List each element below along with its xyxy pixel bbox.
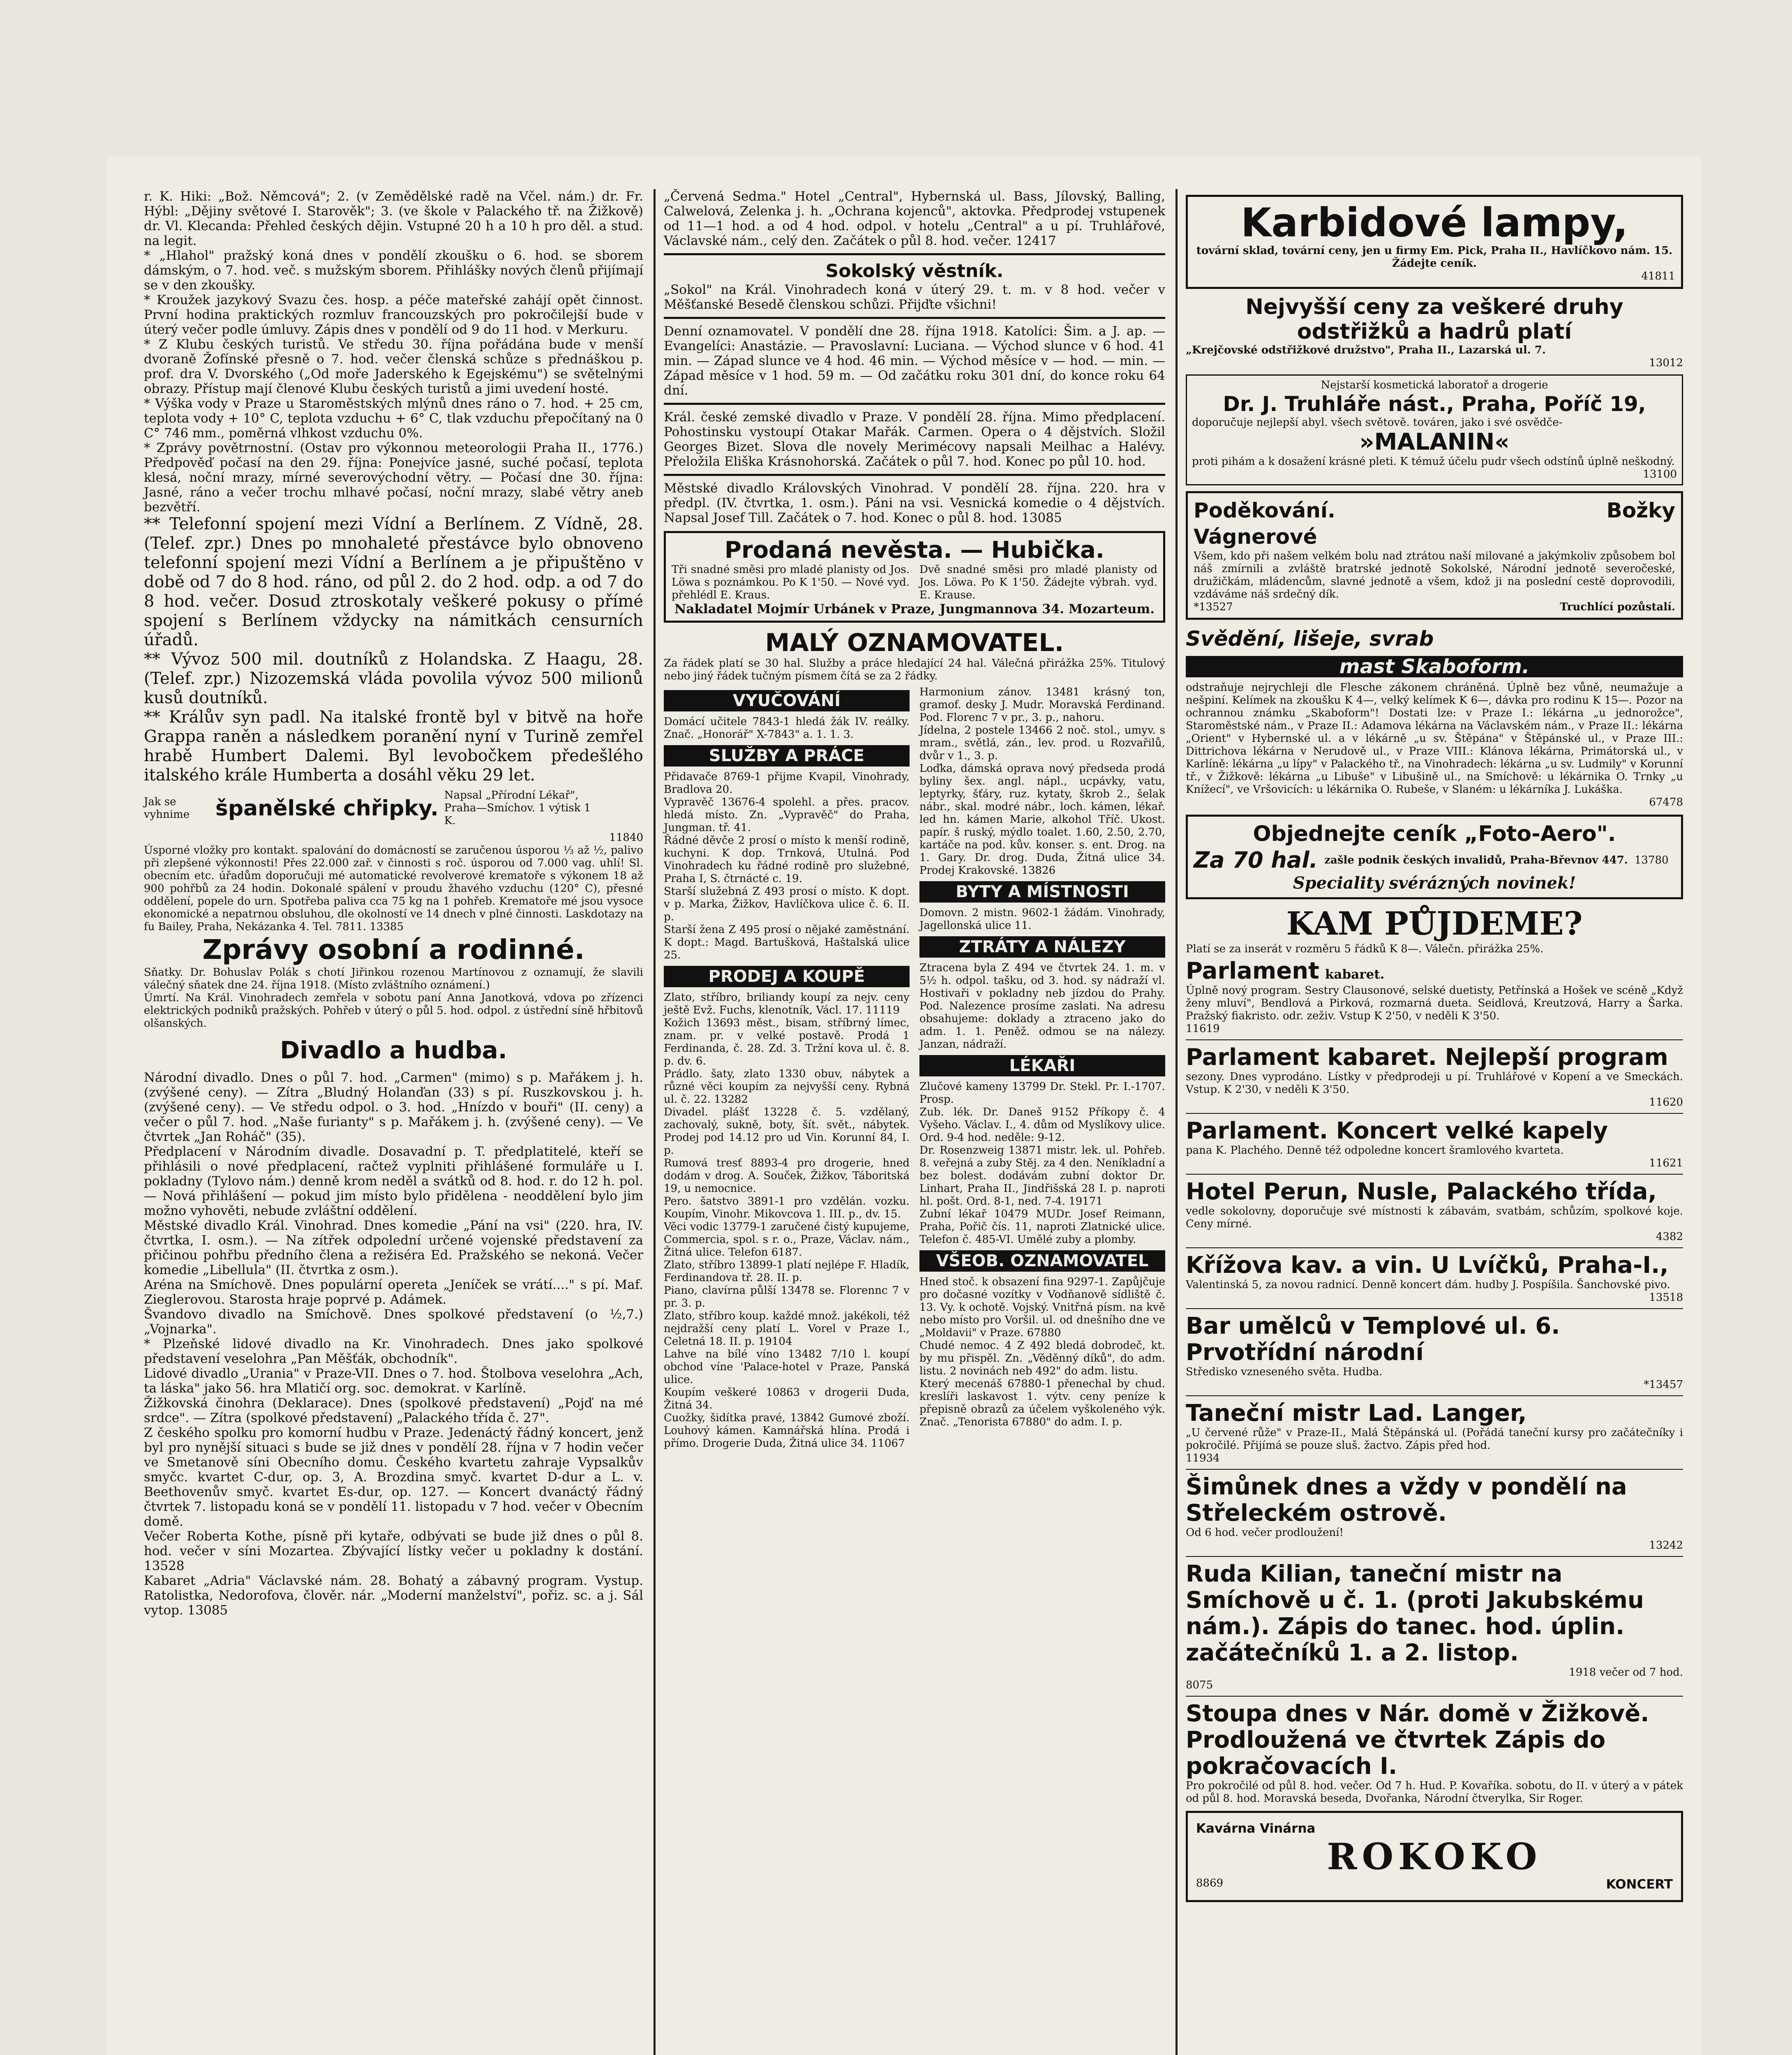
- ad-number: 13100: [1643, 468, 1677, 480]
- ad-price: Za 70 hal.: [1194, 847, 1318, 873]
- category-label: SLUŽBY A PRÁCE: [664, 745, 910, 767]
- ad-text: Napsal „Přírodní Lékař", Praha—Smíchov. 1 výtisk 1 K.: [444, 789, 591, 827]
- ad-headline: Svědění, lišeje, svrab: [1186, 627, 1434, 651]
- divider: [664, 474, 1165, 476]
- category-label: VŠEOB. OZNAMOVATEL: [919, 1250, 1165, 1272]
- classified-item: Chudé nemoc. 4 Z 492 bledá dobrodeč, kt. by mu přispěl. Zn. „Věděnný díků", do adm. listu. 2 novinách neb 492" do adm. listu.: [919, 1339, 1165, 1377]
- news-paragraph: ** Králův syn padl. Na italské frontě byl v bitvě na hoře Grappa raněn a následkem poranění nyní v Turině zemřel hrabě Humbert Dalemi. Byl levobočkem předešlého italského krále Humberta a dosáhl věku 29 let.: [144, 708, 643, 785]
- ad-odstrizky: [1186, 295, 1683, 369]
- ad-malanin: [1186, 374, 1683, 485]
- news-paragraph: Švandovo divadlo na Smíchově. Dnes spolkové představení (o ½,7.) „Vojnarka".: [144, 1307, 643, 1337]
- classified-item: Přidavače 8769-1 přijme Kvapil, Vinohrady, Bradlova 20.: [664, 771, 910, 796]
- classified-item: Věci vodic 13779-1 zaručené čistý kupujeme, Commercia, spol. s r. o., Praze, Václav. nám., Žitná ulice. Telefon 6187.: [664, 1221, 910, 1258]
- category-label: ZTRÁTY A NÁLEZY: [919, 936, 1165, 958]
- classified-item: Řádné děvče 2 prosí o místo k menší rodině, kuchyni. K dop. Trnková, Utulná. Pod Vinohradech ku řádné rodině pro služebné, Praha I, S. čtrnácté c. 19.: [664, 834, 910, 885]
- divider: [1186, 1247, 1683, 1248]
- kam-listing: [1186, 1561, 1683, 1692]
- news-paragraph: Král. české zemské divadlo v Praze. V pondělí 28. října. Mimo předplacení. Pohostinsku vystoupí Otakar Mařák. Carmen. Opera o 4 dějstvích. Složil Georges Bizet. Slova dle novely Merimécovy napsali Meilhac a Halévy. Přeložila Eliška Krásnohorská. Začátek o půl 7. hod. Konec po půl 10. hod.: [664, 410, 1165, 469]
- kam-listing: [1186, 1701, 1683, 1805]
- listing-number: 11619: [1186, 1023, 1220, 1035]
- listing-headline: Křížova kav. a vin. U Lvíčků, Praha-I.,: [1186, 1252, 1669, 1279]
- listing-text: Valentinská 5, za novou radnicí. Denně koncert dám. hudby J. Pospíšila. Šanchovské pivo.: [1186, 1279, 1670, 1291]
- listing-number: 11934: [1186, 1452, 1220, 1464]
- news-paragraph: * Plzeňské lidové divadlo na Kr. Vinohradech. Dnes jako spolkové představení veselohra „Pan Měšťák, obchodník".: [144, 1337, 643, 1366]
- listing-text: Středisko vzneseného světa. Hudba.: [1186, 1366, 1383, 1378]
- ad-number: 8869: [1196, 1877, 1224, 1889]
- kam-listing: [1186, 1044, 1683, 1109]
- ad-text: KONCERT: [1606, 1877, 1673, 1892]
- listing-headline: Šimůnek dnes a vždy v pondělí na Střeleckém ostrově.: [1186, 1473, 1627, 1526]
- classified-item: Zlato, stříbro, briliandy koupí za nejv. ceny ještě Evž. Fuchs, klenotník, Václ. 17. 11119: [664, 991, 910, 1016]
- classified-item: Zlato, stříbro 13899-1 platí nejlépe F. Hladík, Ferdinandova tř. 28. II. p.: [664, 1259, 910, 1284]
- section-heading: KAM PŮJDEME?: [1286, 905, 1583, 942]
- news-paragraph: Městské divadlo Král. Vinohrad. Dnes komedie „Pání na vsi" (220. hra, IV. čtvrtka, I. osm.). — Na zítřek odpolední určené vojenské představení za přičinou pohřbu předního člena a režiséra Ed. Pražského se nekoná. Večer komedie „Libellula" (II. čtvrtka z osm.).: [144, 1218, 643, 1277]
- category-label: VYUČOVÁNÍ: [664, 690, 910, 711]
- column-rule: [1175, 189, 1178, 2055]
- ad-number: 11840: [609, 831, 643, 844]
- classifieds-grid: [664, 686, 1165, 1450]
- listing-number: 11621: [1649, 1157, 1683, 1169]
- news-paragraph: Z českého spolku pro komorní hudbu v Praze. Jedenáctý řádný koncert, jenž byl pro nynější situaci s bude se již dnes v pondělí 28. října v 7 hodin večer ve Smetanově síni Obecního domu. Českého kvartetu zahraje Vypsalkův smyčc. kvartet C-dur, op. 3, A. Brozdina smyč. kvartet D-dur a L. v. Beethovenův smyč. kvartet Es-dur, op. 127. — Koncert dvanáctý řádný čtvrtek 7. listopadu koná se v pondělí 11. listopadu v 7 hod. večer v Obecním domě.: [144, 1425, 643, 1529]
- classified-item: Hned stoč. k obsazení fina 9297-1. Zapůjčuje pro dočasné vozítky v Vodňanově sídliště č. 13. Vy. k ochotě. Vojský. Vnitřná písm. na kvě nebo místo pro Voršil. ul. od dnešního dne ve „Moldavii" v Praze. 67880: [919, 1276, 1165, 1339]
- ad-text: „Krejčovské odstřižkové družstvo", Praha II., Lazarská ul. 7.: [1186, 344, 1546, 356]
- classified-item: Zub. lék. Dr. Daneš 9152 Příkopy č. 4 Vyšeho. Václav. I., 4. dům od Myslíkovy ulice. Ord. 9-4 hod. neděle: 9-12.: [919, 1106, 1165, 1144]
- listing-headline: Bar umělců v Templové ul. 6.: [1186, 1313, 1560, 1339]
- listing-headline: Hotel Perun, Nusle, Palackého třída,: [1186, 1178, 1657, 1205]
- classified-item: Divadel. plášť 13228 č. 5. vzdělaný, zachovalý, sukně, boty, šít. svět., nábytek. Prodej pod 14.12 pro ud Vin. Korunní 84, I. p.: [664, 1106, 910, 1157]
- classifieds-left: [664, 686, 910, 1450]
- classified-item: Prádlo. šaty, zlato 1330 obuv, nábytek a různé věci koupím za nejvyšší ceny. Rybná ul. č. 22. 13282: [664, 1068, 910, 1106]
- ad-text: Tři snadné směsi pro mladé planisty od Jos. Löwa s poznámkou. Po K 1'50. — Nové vyd. přehlédl E. Kraus.: [672, 563, 910, 601]
- section-heading: MALÝ OZNAMOVATEL.: [765, 628, 1064, 657]
- listing-text: vedle sokolovny, doporučuje své místnosti k zábavám, svatbám, schůzím, spolkové koje. Ceny mírné.: [1186, 1205, 1683, 1230]
- news-paragraph: ** Vývoz 500 mil. doutníků z Holandska. Z Haagu, 28. (Telef. zpr.) Nizozemská vláda povolila vývoz 500 milionů kusů doutníků.: [144, 650, 643, 707]
- listing-headline: Parlament: [1186, 958, 1319, 984]
- ad-tagline: Speciality svérázných novinek!: [1293, 873, 1576, 893]
- ad-prodana-nevesta: [664, 531, 1165, 623]
- kam-listing: [1186, 1118, 1683, 1170]
- divider: [1186, 1174, 1683, 1175]
- ad-name: Božky: [1606, 499, 1675, 522]
- ad-headline: Poděkování.: [1194, 499, 1336, 522]
- ad-number: 67478: [1649, 796, 1683, 808]
- classified-item: Domácí učitele 7843-1 hledá žák IV. reálky. Znač. „Honorář" X-7843" a. 1. 1. 3.: [664, 716, 910, 741]
- category-label: BYTY A MÍSTNOSTI: [919, 881, 1165, 903]
- classified-item: Dr. Rosenzweig 13871 mistr. lek. ul. Pohřeb. 8. veřejná a zuby Stěj. za 4 den. Neníkladní a bez bolest. dodávám zubní doktor Dr. Linhart, Praha II., Jindřišská 28 I. p. naproti hl. pošt. Ord. 8-1, ned. 7-4. 19171: [919, 1144, 1165, 1208]
- classified-item: Harmonium zánov. 13481 krásný ton, gramof. desky J. Mudr. Moravská Ferdinand. Pod. Florenc 7 v pr., 3. p., nahoru.: [919, 686, 1165, 724]
- classifieds-right: [919, 686, 1165, 1450]
- classified-item: Lahve na bílé víno 13482 7/10 l. koupí obchod víne 'Palace-hotel v Praze, Panská ulice.: [664, 1348, 910, 1386]
- ad-foto-aero: [1186, 815, 1683, 899]
- ad-number: 41811: [1641, 270, 1675, 282]
- listing-headline: Prvotřídní národní: [1186, 1339, 1424, 1366]
- listing-text: pana K. Plachého. Denně též odpoledne koncert šramlového kvarteta.: [1186, 1144, 1564, 1157]
- news-paragraph: Kabaret „Adria" Václavské nám. 28. Bohatý a zábavný program. Vystup. Ratolistka, Nedorofova, člověr. nár. „Moderní manželství", pořiz. sc. a j. Sál vytop. 13085: [144, 1573, 643, 1618]
- news-paragraph: Večer Roberta Kothe, písně při kytaře, odbývati se bude již dnes o půl 8. hod. večer v síni Mozarteа. Zbývající lístky večer u pokladny k dostání. 13528: [144, 1529, 643, 1573]
- kam-listing: [1186, 1252, 1683, 1304]
- news-paragraph: * Výška vody v Praze u Staroměstských mlýnů dnes ráno o 7. hod. + 25 cm, teplota vody + 10° C, teplota vzduchu + 6° C, tlak vzduchu přepočítaný na 0 C° 746 mm., poměrná vlhkost vzduchu 0%.: [144, 396, 643, 441]
- ad-signature: Truchlící pozůstalí.: [1560, 601, 1675, 613]
- classified-item: Kožich 13693 měst., bisam, stříbrný límec, znam. pr. v velké postavě. Prodá 1 Ferdinanda, č. 28. Zd. 3. Tržní kova ul. č. 8. p. dv. 6.: [664, 1017, 910, 1067]
- ad-text: tovární sklad, tovární ceny, jen u firmy Em. Pick, Praha II., Havlíčkovo nám. 15. Žádejte ceník.: [1196, 245, 1673, 270]
- column-news: [144, 189, 643, 1618]
- ad-text: Dvě snadné směsi pro mladé planisty od Jos. Löwa. Po K 1'50. Žádejte výbrah. vyd. E. Krause.: [919, 563, 1157, 601]
- classified-item: Zlato, stříbro koup. každé množ. jakékoli, též nejdražší ceny platí L. Vorel v Praze I., Celetná 18. II. p. 19104: [664, 1310, 910, 1348]
- divider: [664, 317, 1165, 319]
- ad-text: Kavárna Vinárna: [1196, 1821, 1316, 1836]
- ad-text: doporučuje nejlepší abyl. všech světově. továren, jako i své osvědče-: [1192, 416, 1563, 429]
- news-paragraph: Sňatky. Dr. Bohuslav Polák s chotí Jiřinkou rozenou Martínovou z oznamují, že slavili válečný sňatek dne 24. října 1918. (Místo zvláštního oznámení.): [144, 966, 643, 991]
- kam-listing: [1186, 1474, 1683, 1552]
- listing-text: Úplně nový program. Sestry Clausonové, selské duetisty, Petřínská a Hošek ve scéně „Když ženy mluví", Bendlová a Pirková, rozmarná dueta. Seidlová, Kreutzová, Harry a Šarka. Pražský fiakristo. odr. zeživ. Vstup K 2'50, v neděli K 3'50.: [1186, 984, 1683, 1022]
- classified-item: Vypravěč 13676-4 spolehl. a přes. pracov. hledá místo. Zn. „Vypravěč" do Praha, Jungman. tř. 41.: [664, 796, 910, 834]
- listing-headline: Parlament kabaret. Nejlepší program: [1186, 1044, 1668, 1071]
- section-heading: Zprávy osobní a rodinné.: [202, 934, 585, 965]
- classified-item: Pero. šatstvo 3891-1 pro vzdělán. vozku. Koupím, Vinohr. Mikovcova 1. III. p., dv. 15.: [664, 1195, 910, 1220]
- news-paragraph: „Sokol" na Král. Vinohradech koná v úterý 29. t. m. v 8 hod. večer v Měšťanské Besedě členskou schůzi. Přijďte všichni!: [664, 282, 1165, 312]
- ad-number: 13780: [1634, 854, 1669, 866]
- news-paragraph: Aréna na Smíchově. Dnes populární opereta „Jeníček se vrátí...." s pí. Maf. Zieglerovou. Starosta hraje poprvé p. Adámek.: [144, 1277, 643, 1307]
- news-paragraph: Národní divadlo. Dnes o půl 7. hod. „Carmen" (mimo) s p. Mařákem j. h. (zvýšené ceny). — Zítra „Bludný Holanďan (33) s pí. Ruszkovskou j. h. (zvýšené ceny). — Ve středu odpol. o 3. hod. „Hnízdo v bouři" (II. ceny) a večer o půl 7. hod. „Naše furianty" s p. Mařákem j. h. (zvýšené ceny). — Ve čtvrtek „Jan Roháč" (35).: [144, 1070, 643, 1144]
- news-paragraph: * Kroužek jazykový Svazu čes. hosp. a péče mateřské zahájí opět činnost. První hodina praktických rozmluv francouzských pro pokročilejší bude v úterý večer podle úmluvy. Zápis dnes v pondělí od 9 do 11 hod. v Merkuru.: [144, 293, 643, 337]
- kam-listing: [1186, 1313, 1683, 1391]
- news-paragraph: ** Telefonní spojení mezi Vídní a Berlínem. Z Vídně, 28. (Telef. zpr.) Dnes po mnohaleté přestávce bylo obnoveno telefonní spojení mezi Vídní a Berlínem a je připuštěno v době od 7 do 8 hod. ráno, od půl 2. do 2 hod. odp. a od 7 do 8 hod. večer. Dosud ztroskotaly veškeré pokusy o přímé spojení s Berlínem vždycky na námitkách censurních úřadů.: [144, 515, 643, 649]
- listing-headline: Stoupa dnes v Nár. domě v Žižkově. Prodloužená ve čtvrtek Zápis do pokračovacích I.: [1186, 1700, 1649, 1780]
- classified-item: Domovn. 2 mistn. 9602-1 žádám. Vinohrady, Jagellonská ulice 11.: [919, 907, 1165, 932]
- column-ads: [1186, 189, 1683, 1908]
- divider: [1186, 1308, 1683, 1309]
- category-label: LÉKAŘI: [919, 1055, 1165, 1076]
- listing-text: Pro pokročilé od půl 8. hod. večer. Od 7 h. Hud. P. Kovaříka. sobotu, do II. v úterý a v pátek od půl 8. hod. Moravská beseda, Dvořanka, Národní čtverylka, Sir Roger.: [1186, 1780, 1683, 1805]
- category-label: PRODEJ A KOUPĚ: [664, 966, 910, 987]
- ad-headline: Dr. J. Truhláře nást., Praha, Poříč 19,: [1223, 392, 1646, 416]
- classified-item: Rumová tresť 8893-4 pro drogerie, hned dodám v drog. A. Souček, Žižkov, Táboritská 19, u nemocnice.: [664, 1157, 910, 1195]
- ad-logo: ROKOKO: [1327, 1835, 1542, 1878]
- ad-text: Všem, kdo při našem velkém bolu nad ztrátou naší milované a jakýmkoliv způsobem bol náš zmírnili a zvláště bratrské jednotě Sokolské, Národní jednotě severočeské, družičkám, mládencům, slavné jednotě a všem, kdož ji na poslední cestě doprovodili, vzdáváme náš srdečný dík.: [1194, 550, 1675, 600]
- section-intro: Platí se za inserát v rozměru 5 řádků K 8—. Válečn. přirážka 25%.: [1186, 943, 1544, 955]
- classified-item: Piano, clavírna půlší 13478 se. Florennc 7 v pr. 3. p.: [664, 1284, 910, 1309]
- divider: [664, 403, 1165, 405]
- listing-number: 8075: [1186, 1679, 1213, 1691]
- ad-publisher: Nakladatel Mojmír Urbánek v Praze, Jungmannova 34. Mozarteum.: [674, 602, 1155, 616]
- news-paragraph: Úsporné vložky pro kontakt. spalování do domácností se zaručenou úsporou ⅓ až ½, palivo při zlepšené výkonnosti! Přes 22.000 zař. v činnosti s roč. úsporou od 7.000 vag. uhlí! Sl. obecním etc. úřadům doporučuji mé automatické revolverové krematoře s výkonem 18 až 900 pohřbů za 24 hodin. Dokonalé spálení v proudu žhavého vzduchu (120° C), přesné oddělení, popele do urn. Spotřeba paliva cca 75 kg na 1 pohřeb. Krematoře mé jsou vysoce ekonomické a nepatrnou obsluhou, dle okolností ve 14 dnech v plné činnosti. Laskdotazy na fu Bailey, Praha, Nekázanka 4. Tel. 7811. 13385: [144, 844, 643, 933]
- ad-name: Vágnerové: [1194, 525, 1317, 549]
- news-paragraph: * „Hlahol" pražský koná dnes v pondělí zkoušku o 6. hod. se sborem dámským, o 7. hod. več. s mužským sborem. Přihlášky nových členů přijímají se v den zkoušky.: [144, 248, 643, 293]
- ad-headline: Karbidové lampy,: [1241, 200, 1628, 246]
- listing-number: *13457: [1644, 1378, 1683, 1391]
- classified-item: Cuožky, šidítka pravé, 13842 Gumové zboží. Louhový kámen. Kamnářská hlína. Prodá i přímo. Drogerie Duda, Žitná ulice 34. 11067: [664, 1412, 910, 1450]
- listing-text: „U červené růže" v Praze-II., Malá Štěpánská ul. (Pořádá taneční kursy pro začátečníky i pokročilé. Přijímá se pouze sluš. žactvo. Zápis před hod.: [1186, 1427, 1683, 1452]
- classified-item: Zlučové kameny 13799 Dr. Stekl. Pr. I.-1707. Prosp.: [919, 1081, 1165, 1106]
- news-paragraph: Úmrtí. Na Král. Vinohradech zemřela v sobotu paní Anna Janotková, vdova po zřízenci elektrických podniků pražských. Pohřeb v úterý o půl 5. hod. odpol. z ústřední síně hřbitovů olšanských.: [144, 992, 643, 1030]
- divider: [1186, 1113, 1683, 1114]
- news-paragraph: Lidové divadlo „Urania" v Praze-VII. Dnes o 7. hod. Štolbova veselohra „Ach, ta láska" jako 56. hra Mlatičí org. soc. demokrat. v Karlíně.: [144, 1366, 643, 1396]
- listing-number: 4382: [1656, 1231, 1683, 1243]
- ad-headline: Objednejte ceník „Foto-Aero".: [1253, 822, 1616, 846]
- ad-text: Jak se vyhnime: [144, 795, 190, 821]
- classified-item: Zubní lékař 10479 MUDr. Josef Reimann, Praha, Pořič čís. 11, naproti Zlatnické ulice. Telefon č. 485-VI. Umělé zuby a plomby.: [919, 1208, 1165, 1246]
- listing-text: Od 6 hod. večer prodloužení!: [1186, 1526, 1344, 1539]
- divider: [1186, 1469, 1683, 1470]
- kam-listing: [1186, 1179, 1683, 1243]
- news-paragraph: Předplacení v Národním divadle. Dosavadní p. T. předplatitelé, kteří se přihlásili o nové předplacení, račtež vyplniti přihlášené formuláře u I. pokladny (Tylovo nám.) denně krom neděl a svátků od 8. hod. r. do 12 h. pol. — Nová přihlášení — pokud jim místo bylo přidělena - neoddělení bylo jim možno vyhověti, nebude zvláštní oddělení.: [144, 1144, 643, 1218]
- kam-listing: [1186, 1400, 1683, 1465]
- ad-product: »MALANIN«: [1359, 429, 1510, 455]
- listing-number: 13242: [1649, 1539, 1683, 1552]
- column-rule: [654, 189, 656, 2055]
- news-paragraph: r. K. Hiki: „Bož. Němcová"; 2. (v Zemědělské radě na Včel. nám.) dr. Fr. Hýbl: „Dějiny světové I. Starověk"; 3. (ve škole v Palackého tř. na Žižkově) dr. Vl. Klecanda: Přehled českých dějin. Vstupné 20 h a 10 h pro děl. a stud. na legit.: [144, 189, 643, 248]
- ad-headline: Prodaná nevěsta. — Hubička.: [724, 537, 1105, 563]
- newspaper-page: [107, 156, 1702, 2055]
- listing-headline: Parlament. Koncert velké kapely: [1186, 1118, 1608, 1144]
- classified-item: Který mecenáš 67880-1 přenechal by chud. kreslíři laskavost 1. výtv. ceny peníze k přepisně obrazů za účelem vyškoleného výk. Znač. „Tenorista 67880" do adm. I. p.: [919, 1378, 1165, 1428]
- divider: [1186, 1556, 1683, 1557]
- ad-text: zašle podnik českých invalidů, Praha-Břevnov 447.: [1324, 854, 1628, 866]
- ad-headline: španělské chřipky.: [215, 796, 439, 821]
- ad-karbid: [1186, 195, 1683, 289]
- divider: [664, 253, 1165, 255]
- divider: [1186, 1039, 1683, 1040]
- column-announcements: [664, 189, 1165, 1450]
- listing-text: 1918 večer od 7 hod.: [1569, 1666, 1683, 1679]
- ad-podekovani: [1186, 491, 1683, 620]
- section-heading: Sokolský věstník.: [825, 261, 1004, 282]
- section-heading: Divadlo a hudba.: [280, 1036, 507, 1064]
- news-paragraph: „Červená Sedma." Hotel „Central", Hybernská ul. Bass, Jílovský, Balling, Calwelová, Zelenka j. h. „Ochrana kojenců", aktovka. Předprodej vstupenek od 11—1 hod. a od 4 hod. odpol. v hotelu „Central" a u pí. Truhlářové, Václavské nám., celý den. Začátek o půl 8. hod. večer. 12417: [664, 189, 1165, 248]
- ad-text: odstraňuje nejrychleji dle Flesche zákonem chráněná. Úplně bez vůně, neumažuje a nešpiní. Kelímek na zkoušku K 4—, velký kelímek K 6—, dávka pro rodinu K 15—. Pozor na ochrannou známku „Skaboform"! Dostati lze: v Praze I.: lékárna „u jednorožce", Staroměstské nám., v Praze II.: Adamova lékárna na Václavském nám., v Praze II.: lékárna „Orient" v Hybernské ul. a v lékárně „u sv. Štěpána" v Štěpánské ul., v Praze III.: Dittrichova lékárna v Nerudově ul., v Praze VIII.: Klánova lékárna, Primátorská ul., v Karlíně: lékárna „u lípy" v Palackého tř., na Vinohradech: lékárna „u sv. Ludmily" v Korunní tř., v Žižkově: lékárna „u Libuše" v Libušině ul., na Smíchově: u lékárnika O. Trnky „u Knížecí", ve Vršovicích: u lékárnika O. Rubeše, v Slaném: u lékárníka J. Lukáška.: [1186, 681, 1683, 796]
- news-paragraph: Městské divadlo Královských Vinohrad. V pondělí 28. října. 220. hra v předpl. (IV. čtvrtka, 1. osm.). Páni na vsi. Vesnická komedie o 4 dějstvích. Napsal Josef Till. Začátek o 7. hod. Konec o půl 8. hod. 13085: [664, 481, 1165, 525]
- ad-text: proti pihám a k dosažení krásné pleti. K témuž účelu pudr všech odstínů úplně neškodný.: [1192, 455, 1675, 468]
- classified-item: Loďka, dámská oprava nový předseda prodá byliny šex. angl. nápl., ucpávky, vatu, leptyrky, šťáry, ruz. kytaty, škrob 2., šelak nábr., skal. modré nábr., loch. kámen, lékař. led hn. kámen Marie, alkohol Tříč. Ukost. papír. š ruský, mýdlo toalet. 1.60, 2.50, 2.70, kartáče na pod. kův. konser. s. ent. Drog. na 1. Gary. Dr. drog. Duda, Žitná ulice 34. Prodej Krakovské. 13826: [919, 762, 1165, 877]
- listing-headline: Ruda Kilian, taneční mistr na Smíchově u č. 1. (proti Jakubskému nám.). Zápis do tanec. hod. úplin. začátečníků 1. a 2. listop.: [1186, 1561, 1644, 1666]
- listing-headline: Taneční mistr Lad. Langer,: [1186, 1400, 1527, 1427]
- classified-item: Ztracena byla Z 494 ve čtvrtek 24. 1. m. v 5½ h. odpol. tašku, od 3. hod. sy nádraží vl. Hostivaři v pokladny neb jízdou do Prahy. Pod. Nalezence prosíme zaslati. Na adresu obsahujeme: doklady a ztraceno jako do adm. 1. 1. Peněž. odmou se na nálezy. Janzan, nádraží.: [919, 962, 1165, 1051]
- listing-subhead: kabaret.: [1325, 967, 1385, 982]
- listing-number: 13518: [1649, 1291, 1683, 1304]
- ad-headline: Nejvyšší ceny za veškeré druhy odstřižků a hadrů platí: [1245, 295, 1623, 344]
- ad-chripka: [144, 789, 643, 827]
- divider: [1186, 1395, 1683, 1396]
- ad-product: mast Skaboform.: [1186, 656, 1683, 677]
- classified-item: Jídelna, 2 postele 13466 2 noč. stol., umyv. s mram., světlá, zán., lev. prod. u Rozvařilů, dvůr v 1., 3. p.: [919, 724, 1165, 762]
- classified-item: Starší služebná Z 493 prosí o místo. K dopt. v p. Marka, Žižkov, Havlíčkova ulice č. 6. II. p.: [664, 885, 910, 923]
- classified-intro: Za řádek platí se 30 hal. Služby a práce hledající 24 hal. Válečná přirážka 25%. Titulový nebo jiný řádek tučným písmem čítá se za 2 řádky.: [664, 657, 1165, 682]
- ad-skaboform: [1186, 626, 1683, 809]
- ad-text: Nejstarší kosmetická laboratoř a drogerie: [1321, 379, 1548, 391]
- news-paragraph: Žižkovská činohra (Deklarace). Dnes (spolkové představení) „Pojď na mé srdce". — Zítra (spolkové představení) „Palackého třída č. 27".: [144, 1396, 643, 1425]
- listing-number: 11620: [1649, 1096, 1683, 1108]
- news-paragraph: Denní oznamovatel. V pondělí dne 28. října 1918. Katolíci: Šim. a J. ap. — Evangelíci: Anastázie. — Pravoslavní: Luciana. — Východ slunce v 6 hod. 41 min. — Západ slunce ve 4 hod. 46 min. — Východ měsíce v — hod. — min. — Západ měsíce v 1 hod. 59 m. — Od začátku roku 301 dní, do konce roku 64 dní.: [664, 324, 1165, 398]
- news-paragraph: * Zprávy povětrnostní. (Ostav pro výkonnou meteorologii Praha II., 1776.) Předpověď počasí na den 29. října: Ponejvíce jasné, suché počasí, teplota klesá, noční mrazy, mírné severovýchodní větry. — Počasí dne 30. října: Jasné, ráno a večer trochu mlhavé počasí, noční mrazy, slabé větry aneb bezvětří.: [144, 441, 643, 515]
- ad-number: 13012: [1649, 357, 1683, 369]
- classified-item: Starší žena Z 495 prosí o nějaké zaměstnání. K dopt.: Magd. Bartušková, Haštalská ulice 25.: [664, 924, 910, 961]
- news-paragraph: * Z Klubu českých turistů. Ve středu 30. října pořádána bude v menší dvoraně Žofínské přesně o 7. hod. večer členská schůze s přednáškou p. prof. dra V. Dvorského („Od moře Jaderského k Egejskému") se světelnými obrazy. Přístup mají členové Klubu českých turistů a jimi uvedení hosté.: [144, 337, 643, 396]
- ad-number: *13527: [1194, 601, 1233, 613]
- divider: [1186, 1696, 1683, 1697]
- listing-text: sezony. Dnes vyprodáno. Lístky v předprodeji u pí. Truhlářové v Kopení a ve Smeckách. Vstup. K 2'30, v neděli K 3'50.: [1186, 1071, 1683, 1096]
- classified-item: Koupím veškeré 10863 v drogerii Duda, Žitná 34.: [664, 1386, 910, 1411]
- ad-rokoko: [1186, 1811, 1683, 1902]
- kam-listing: [1186, 958, 1683, 1035]
